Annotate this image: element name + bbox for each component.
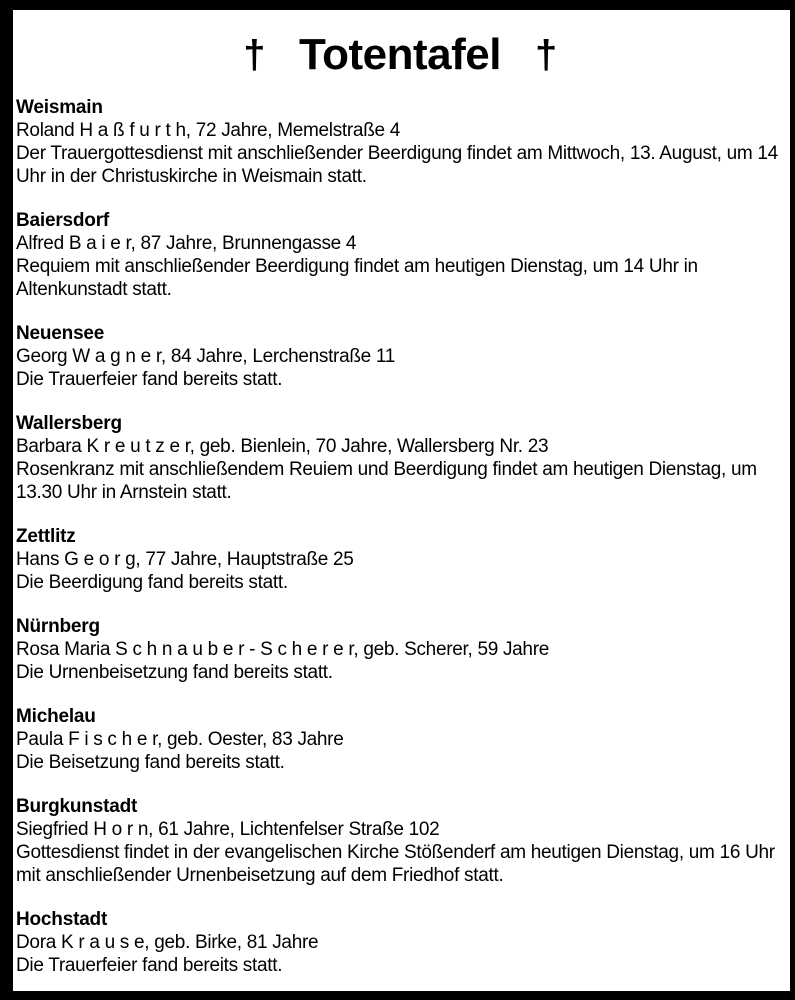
death-notice-entry	[16, 795, 784, 887]
person-line: Dora K r a u s e, geb. Birke, 81 Jahre	[16, 932, 319, 953]
town-heading: Wallersberg	[16, 413, 122, 434]
page-header	[16, 28, 784, 82]
person-line: Roland H a ß f u r t h, 72 Jahre, Memelstraße 4	[16, 120, 401, 141]
town-heading: Weismain	[16, 97, 103, 118]
town-heading: Burgkunstadt	[16, 796, 138, 817]
details-text: Die Beisetzung fand bereits statt.	[16, 752, 285, 773]
details-text: Requiem mit anschließender Beerdigung findet am heutigen Dienstag, um 14 Uhr in Altenkunstadt statt.	[16, 256, 698, 300]
death-notice-entry	[16, 209, 784, 301]
town-heading: Hochstadt	[16, 909, 108, 930]
details-text: Die Trauerfeier fand bereits statt.	[16, 955, 283, 976]
town-heading: Neuensee	[16, 323, 105, 344]
cross-icon: †	[534, 33, 557, 77]
person-line: Georg W a g n e r, 84 Jahre, Lerchenstraße 11	[16, 346, 396, 367]
death-notice-entry	[16, 322, 784, 391]
death-notice-entry	[16, 412, 784, 504]
details-text: Gottesdienst findet in der evangelischen Kirche Stößenderf am heutigen Dienstag, um 16 Uhr mit anschließender Urnenbeisetzung auf dem Friedhof statt.	[16, 842, 775, 886]
death-notice-entry	[16, 705, 784, 774]
town-heading: Nürnberg	[16, 616, 100, 637]
death-notice-entry	[16, 525, 784, 594]
death-notice-entry	[16, 96, 784, 188]
details-text: Die Trauerfeier fand bereits statt.	[16, 369, 283, 390]
person-line: Hans G e o r g, 77 Jahre, Hauptstraße 25	[16, 549, 354, 570]
town-heading: Michelau	[16, 706, 96, 727]
person-line: Alfred B a i e r, 87 Jahre, Brunnengasse 4	[16, 233, 357, 254]
cross-icon: †	[243, 33, 266, 77]
person-line: Siegfried H o r n, 61 Jahre, Lichtenfelser Straße 102	[16, 819, 440, 840]
page-title: Totentafel	[299, 30, 501, 79]
death-notice-entry	[16, 615, 784, 684]
details-text: Die Beerdigung fand bereits statt.	[16, 572, 288, 593]
person-line: Rosa Maria S c h n a u b e r - S c h e r e r, geb. Scherer, 59 Jahre	[16, 639, 549, 660]
details-text: Der Trauergottesdienst mit anschließender Beerdigung findet am Mittwoch, 13. August, um 14 Uhr in der Christuskirche in Weismain statt.	[16, 143, 778, 187]
details-text: Die Urnenbeisetzung fand bereits statt.	[16, 662, 333, 683]
death-notice-entry	[16, 908, 784, 977]
person-line: Paula F i s c h e r, geb. Oester, 83 Jahre	[16, 729, 344, 750]
town-heading: Baiersdorf	[16, 210, 110, 231]
notice-sheet	[13, 10, 790, 991]
person-line: Barbara K r e u t z e r, geb. Bienlein, 70 Jahre, Wallersberg Nr. 23	[16, 436, 549, 457]
town-heading: Zettlitz	[16, 526, 76, 547]
details-text: Rosenkranz mit anschließendem Reuiem und Beerdigung findet am heutigen Dienstag, um 13.30 Uhr in Arnstein statt.	[16, 459, 757, 503]
